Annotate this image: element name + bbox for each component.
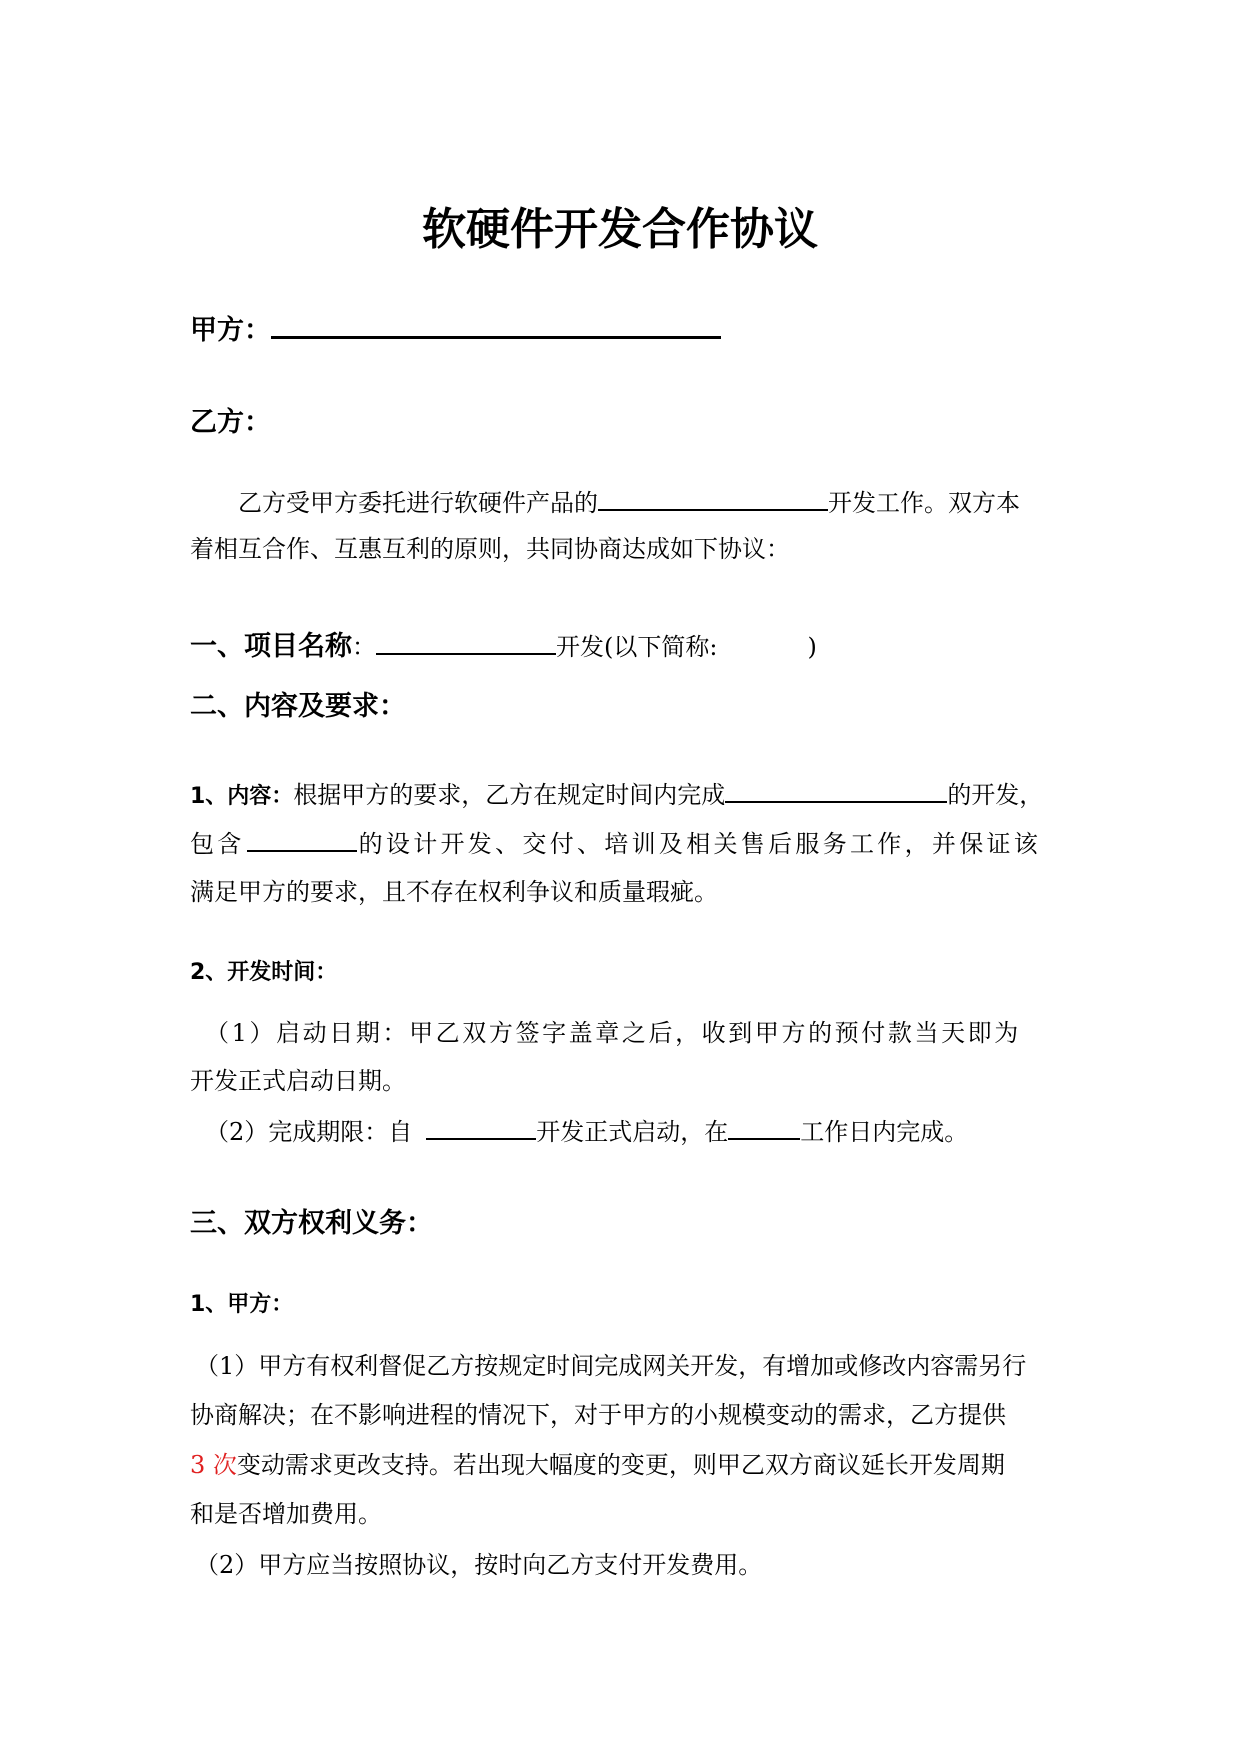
- content-blank-2[interactable]: [247, 826, 357, 852]
- project-name-blank[interactable]: [376, 629, 556, 655]
- content-blank-1[interactable]: [725, 777, 947, 803]
- document-title: 软硬件开发合作协议: [422, 204, 818, 255]
- party-b-row: [190, 408, 271, 438]
- intro-text-after: 开发工作。双方本: [828, 489, 1020, 517]
- party-b-label: 乙方：: [190, 407, 271, 438]
- section-1-abbrev-label: 开发(以下简称:: [556, 633, 718, 661]
- duty-1-line-1: （1）甲方有权利督促乙方按规定时间完成网关开发，有增加或修改内容需另行: [195, 1352, 1027, 1380]
- intro-line-1: [238, 485, 1020, 518]
- product-blank[interactable]: [598, 485, 828, 511]
- deadline-days-blank[interactable]: [728, 1114, 800, 1140]
- duty-2-line: （2）甲方应当按照协议，按时向乙方支付开发费用。: [195, 1551, 763, 1579]
- content-line-1: [190, 777, 1043, 812]
- duty-1-line-4: 和是否增加费用。: [190, 1500, 382, 1528]
- content-text-before: 根据甲方的要求，乙方在规定时间内完成: [293, 781, 726, 809]
- content-line2-after: 的设计开发、交付、培训及相关售后服务工作，并保证该: [358, 830, 1042, 858]
- section-1-colon: ：: [352, 633, 376, 661]
- deadline-after: 工作日内完成。: [800, 1118, 969, 1146]
- content-line-2: [190, 826, 1041, 859]
- intro-line-2: 着相互合作、互惠互利的原则，共同协商达成如下协议：: [190, 535, 790, 563]
- party-a-label: 甲方：: [190, 315, 271, 346]
- section-1-heading: 一、项目名称: [190, 631, 352, 662]
- section-2-heading: 二、内容及要求：: [190, 691, 406, 722]
- party-a-row: [190, 312, 721, 346]
- content-line-3: 满足甲方的要求，且不存在权利争议和质量瑕疵。: [190, 878, 718, 906]
- duty-1-line-2: 协商解决；在不影响进程的情况下，对于甲方的小规模变动的需求，乙方提供: [190, 1401, 1006, 1429]
- duty-1-line-3: [190, 1450, 1005, 1480]
- content-label: 1、内容：: [190, 784, 294, 809]
- duty-1-line-3-text: 变动需求更改支持。若出现大幅度的变更，则甲乙双方商议延长开发周期: [236, 1451, 1005, 1479]
- start-date-line-2: 开发正式启动日期。: [190, 1067, 406, 1095]
- section-1-row: [190, 629, 817, 662]
- deadline-start-blank[interactable]: [426, 1114, 536, 1140]
- deadline-before: （2）完成期限：自: [205, 1118, 413, 1146]
- dev-time-label: 2、开发时间：: [190, 960, 338, 985]
- content-text-after: 的开发，: [947, 781, 1044, 809]
- intro-text-before: 乙方受甲方委托进行软硬件产品的: [238, 489, 598, 517]
- deadline-line: [205, 1114, 968, 1147]
- change-count-highlight: 3 次: [190, 1451, 237, 1479]
- party-a-blank[interactable]: [271, 312, 721, 339]
- start-date-line-1: （1）启动日期：甲乙双方签字盖章之后，收到甲方的预付款当天即为: [205, 1019, 1021, 1047]
- content-line2-before: 包含: [190, 830, 245, 858]
- section-3-heading: 三、双方权利义务：: [190, 1208, 433, 1239]
- section-1-close-paren: ): [807, 633, 817, 661]
- deadline-middle: 开发正式启动，在: [536, 1118, 729, 1146]
- party-a-duties-label: 1、甲方：: [190, 1292, 294, 1317]
